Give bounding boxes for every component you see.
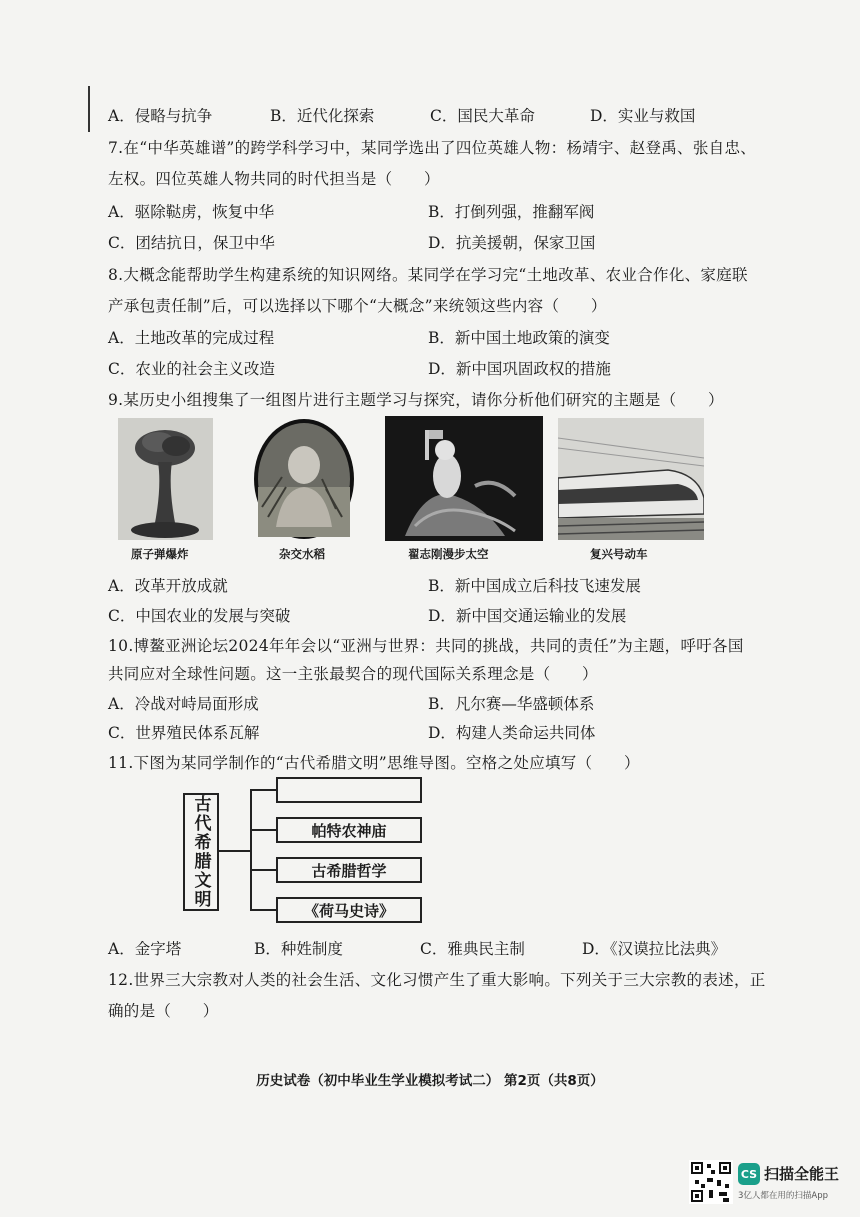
mindmap-root [183, 793, 219, 911]
mindmap-blank-box [276, 777, 422, 803]
q7-option-b: B．打倒列强，推翻军阀 [428, 203, 595, 221]
mindmap-branch-homer: 《荷马史诗》 [276, 897, 422, 923]
caption-spacewalk: 翟志刚漫步太空 [408, 547, 489, 561]
mindmap-branch-parthenon: 帕特农神庙 [276, 817, 422, 843]
q11-option-a: A．金字塔 [108, 940, 182, 958]
q11-stem: 11.下图为某同学制作的“古代希腊文明”思维导图。空格之处应填写（ ） [108, 754, 640, 772]
caption-atomic-bomb: 原子弹爆炸 [131, 547, 189, 561]
q7-stem-line2: 左权。四位英雄人物共同的时代担当是（ ） [108, 170, 440, 188]
q6-option-c: C．国民大革命 [430, 107, 535, 125]
q9-option-b: B．新中国成立后科技飞速发展 [428, 577, 641, 595]
q7-option-d: D．抗美援朝，保家卫国 [428, 234, 596, 252]
mindmap-root-label: 古代希腊文明 [190, 795, 211, 909]
q12-stem-line2: 确的是（ ） [108, 1002, 219, 1020]
q10-option-b: B．凡尔赛—华盛顿体系 [428, 695, 595, 713]
mindmap-branch-line [250, 869, 276, 871]
scanner-app-name: 扫描全能王 [764, 1165, 840, 1183]
mindmap-connector [219, 850, 251, 852]
q10-stem-line1: 10.博鳌亚洲论坛2024年年会以“亚洲与世界：共同的挑战，共同的责任”为主题，呼吁各国 [108, 637, 744, 655]
mindmap-branch-line [250, 789, 276, 791]
hybrid-rice-photo [252, 417, 356, 541]
mindmap-branch-philosophy: 古希腊哲学 [276, 857, 422, 883]
q6-option-b: B．近代化探索 [270, 107, 375, 125]
q6-option-d: D．实业与救国 [590, 107, 696, 125]
spacewalk-photo [385, 416, 543, 541]
mindmap-branch-line [250, 909, 276, 911]
q11-option-b: B．种姓制度 [254, 940, 343, 958]
q10-option-c: C．世界殖民体系瓦解 [108, 724, 260, 742]
q12-stem-line1: 12.世界三大宗教对人类的社会生活、文化习惯产生了重大影响。下列关于三大宗教的表述，正 [108, 971, 766, 989]
camscanner-logo-icon: CS [738, 1163, 760, 1185]
q10-stem-line2: 共同应对全球性问题。这一主张最契合的现代国际关系理念是（ ） [108, 665, 598, 683]
q8-stem-line2: 产承包责任制”后，可以选择以下哪个“大概念”来统领这些内容（ ） [108, 297, 607, 315]
mindmap-branch-line [250, 829, 276, 831]
q8-stem-line1: 8.大概念能帮助学生构建系统的知识网络。某同学在学习完“土地改革、农业合作化、家庭联 [108, 266, 748, 284]
caption-fuxing-train: 复兴号动车 [590, 547, 648, 561]
q9-option-a: A．改革开放成就 [108, 577, 228, 595]
atomic-bomb-photo [118, 418, 213, 540]
q9-stem: 9.某历史小组搜集了一组图片进行主题学习与探究，请你分析他们研究的主题是（ ） [108, 391, 724, 409]
qr-code-icon [689, 1160, 733, 1204]
q7-stem-line1: 7.在“中华英雄谱”的跨学科学习中，某同学选出了四位英雄人物：杨靖宇、赵登禹、张自忠、 [108, 139, 757, 157]
q9-option-d: D．新中国交通运输业的发展 [428, 607, 627, 625]
q7-option-c: C．团结抗日，保卫中华 [108, 234, 275, 252]
q8-option-d: D．新中国巩固政权的措施 [428, 360, 611, 378]
page-footer: 历史试卷（初中毕业生学业模拟考试二） 第2页（共8页） [256, 1073, 604, 1089]
margin-mark [88, 86, 90, 132]
q8-option-b: B．新中国土地政策的演变 [428, 329, 610, 347]
q10-option-d: D．构建人类命运共同体 [428, 724, 596, 742]
q6-option-a: A．侵略与抗争 [108, 107, 213, 125]
mindmap-trunk [250, 789, 252, 910]
q11-option-c: C．雅典民主制 [420, 940, 525, 958]
scanner-slogan: 3亿人都在用的扫描App [738, 1191, 829, 1201]
q7-option-a: A．驱除鞑虏，恢复中华 [108, 203, 275, 221]
q9-option-c: C．中国农业的发展与突破 [108, 607, 291, 625]
fuxing-train-photo [558, 418, 704, 540]
caption-hybrid-rice: 杂交水稻 [279, 547, 325, 561]
q11-option-d: D．《汉谟拉比法典》 [582, 940, 727, 958]
q8-option-c: C．农业的社会主义改造 [108, 360, 275, 378]
q8-option-a: A．土地改革的完成过程 [108, 329, 275, 347]
q10-option-a: A．冷战对峙局面形成 [108, 695, 259, 713]
